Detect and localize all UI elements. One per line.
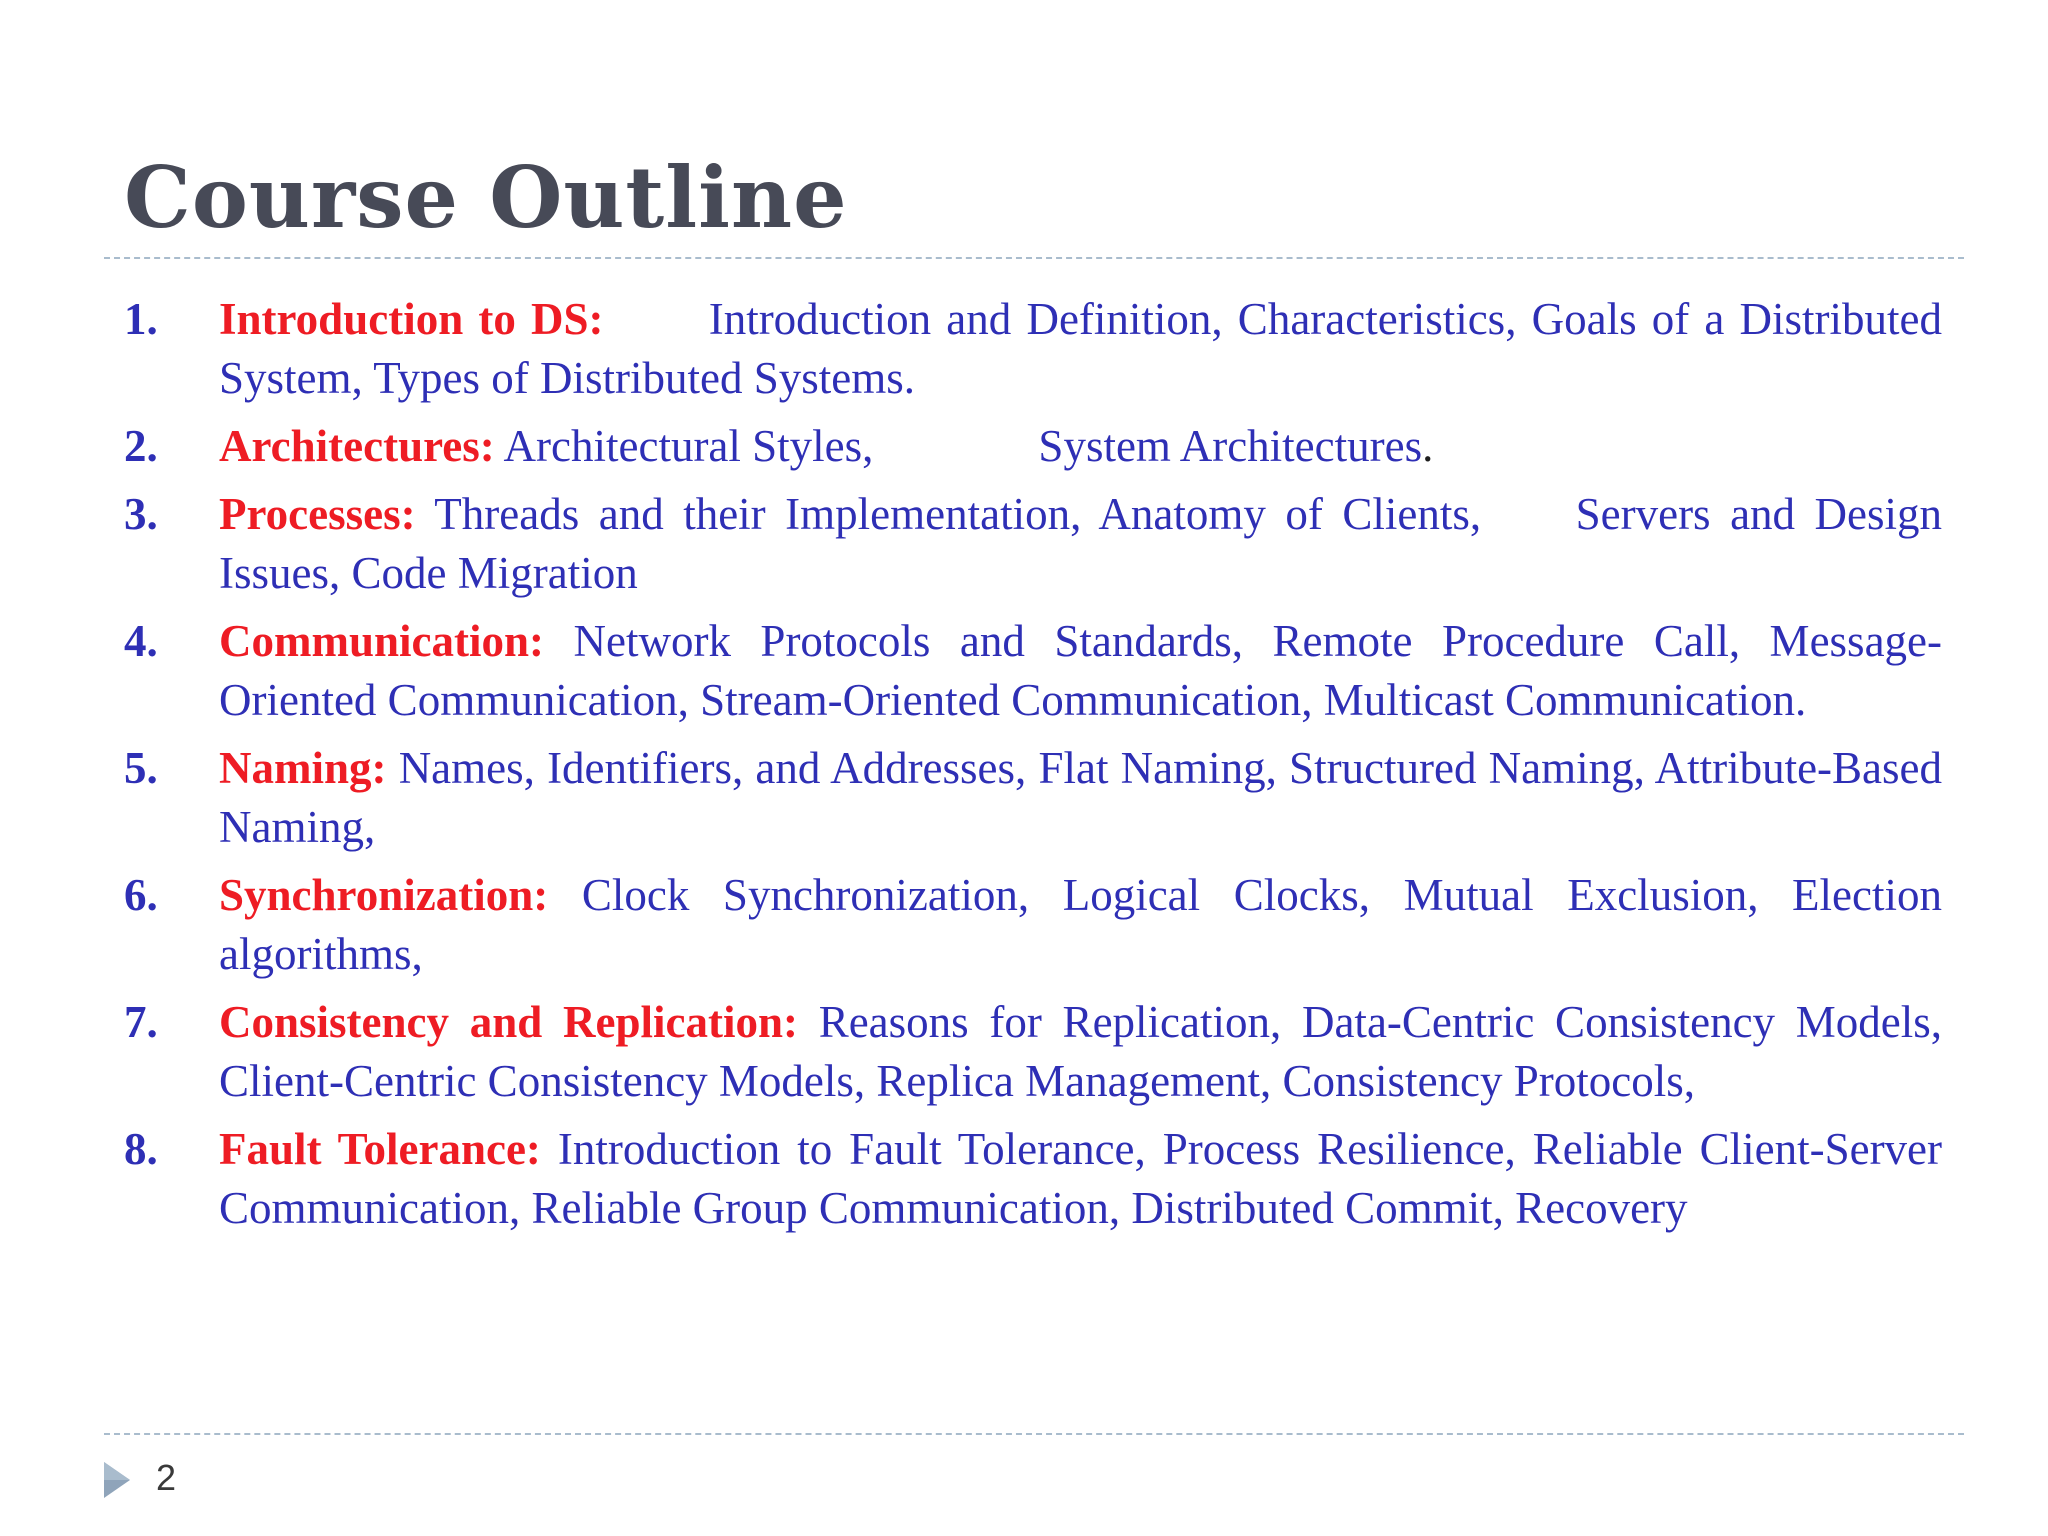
item-end-mark: . xyxy=(1422,421,1434,471)
item-description-part2: System Architectures xyxy=(1038,421,1423,471)
item-description: Names, Identifiers, and Addresses, Flat Naming, Structured Naming, Attribute-Based Naming, xyxy=(219,743,1943,852)
outline-item-synchronization xyxy=(124,866,1942,984)
item-text xyxy=(219,290,1942,408)
item-text xyxy=(219,612,1942,730)
item-text xyxy=(219,993,1942,1111)
item-description: Clock Synchronization, Logical Clocks, Mutual Exclusion, Election algorithms, xyxy=(219,870,1943,979)
item-text xyxy=(219,866,1942,984)
item-heading: Communication: xyxy=(219,616,544,666)
outline-item-architectures xyxy=(124,417,1942,476)
item-heading: Naming: xyxy=(219,743,387,793)
item-number: 4. xyxy=(124,616,158,666)
outline-item-introduction xyxy=(124,290,1942,408)
item-description: Reasons for Replication, Data-Centric Consistency Models, Client-Centric Consistency Models, Replica Management, Consistency Protocols, xyxy=(219,997,1943,1106)
item-number: 5. xyxy=(124,743,158,793)
item-description: Introduction and Definition, Characteristics, Goals of a Distributed System, Types of Distributed Systems. xyxy=(219,294,1942,403)
item-number: 2. xyxy=(124,421,158,471)
course-outline-list xyxy=(124,290,1942,1247)
item-number: 1. xyxy=(124,294,158,344)
outline-item-processes xyxy=(124,485,1942,603)
item-description: Introduction to Fault Tolerance, Process Resilience, Reliable Client-Server Communication, Reliable Group Communication, Distributed Commit, Recovery xyxy=(219,1124,1943,1233)
item-text xyxy=(219,417,1942,476)
triangle-bullet-icon xyxy=(102,1460,132,1500)
page-number: 2 xyxy=(156,1457,177,1498)
item-number: 7. xyxy=(124,997,158,1047)
item-number: 8. xyxy=(124,1124,158,1174)
footer-divider xyxy=(104,1433,1964,1435)
item-text xyxy=(219,739,1942,857)
title-divider xyxy=(104,257,1964,259)
item-heading: Processes: xyxy=(219,489,416,539)
outline-item-fault-tolerance xyxy=(124,1120,1942,1238)
outline-item-naming xyxy=(124,739,1942,857)
slide-title: Course Outline xyxy=(124,148,848,247)
outline-item-communication xyxy=(124,612,1942,730)
item-heading: Consistency and Replication: xyxy=(219,997,798,1047)
item-number: 6. xyxy=(124,870,158,920)
item-text xyxy=(219,1120,1942,1238)
item-description-part2: Servers and Design Issues, Code Migration xyxy=(219,489,1943,598)
item-text xyxy=(219,485,1942,603)
item-number: 3. xyxy=(124,489,158,539)
outline-item-consistency-replication xyxy=(124,993,1942,1111)
item-heading: Architectures: xyxy=(219,421,495,471)
item-description-part1: Architectural Styles, xyxy=(503,421,874,471)
item-heading: Fault Tolerance: xyxy=(219,1124,541,1174)
item-description: Network Protocols and Standards, Remote Procedure Call, Message-Oriented Communication, Stream-Oriented Communication, Multicast Communication. xyxy=(219,616,1943,725)
item-heading: Introduction to DS: xyxy=(219,294,604,344)
item-description-part1: Threads and their Implementation, Anatomy of Clients, xyxy=(434,489,1482,539)
item-heading: Synchronization: xyxy=(219,870,549,920)
